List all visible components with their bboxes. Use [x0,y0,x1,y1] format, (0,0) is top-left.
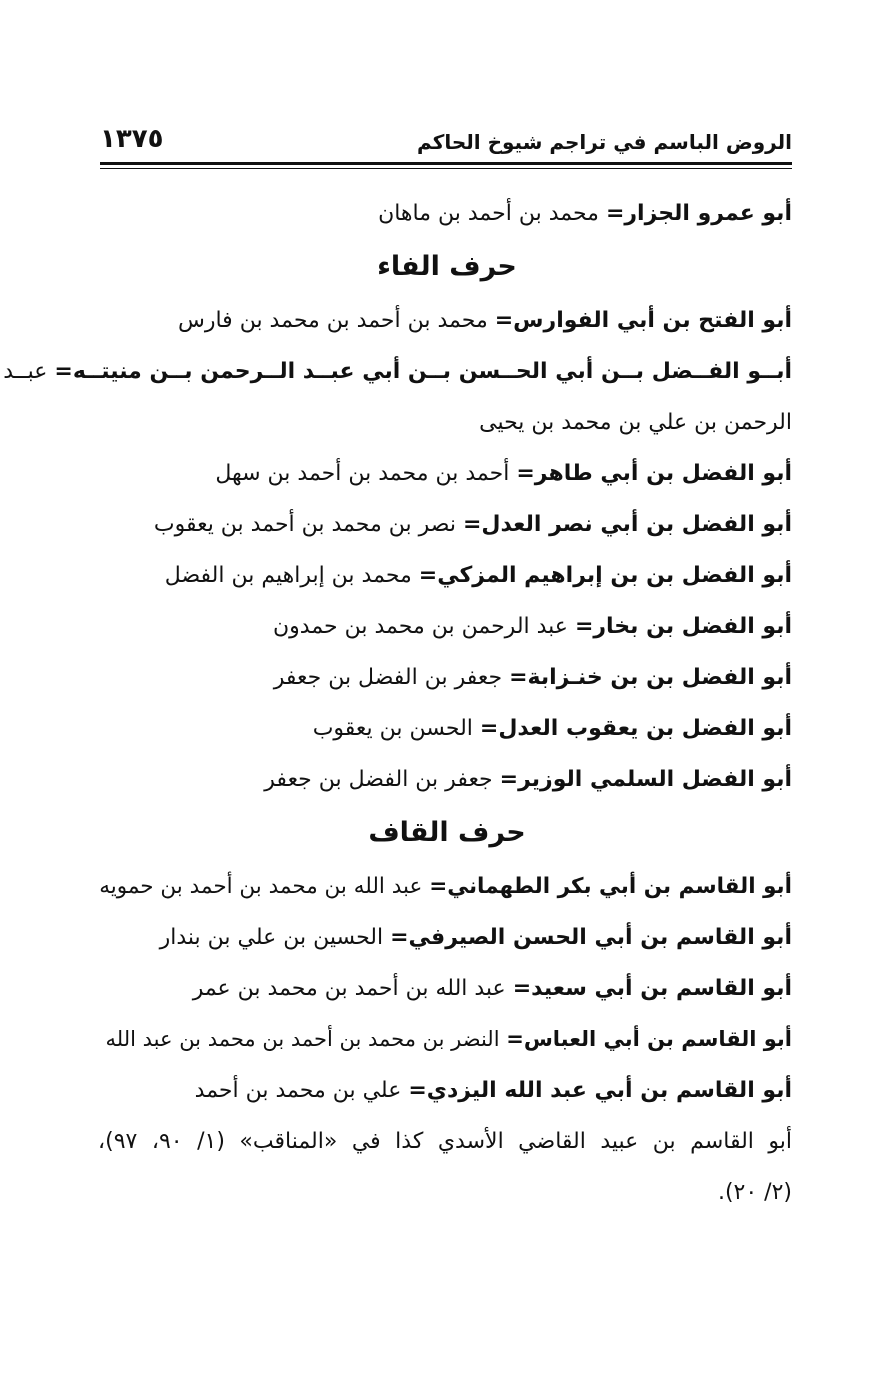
index-entry [98,397,792,448]
entry-kunya: أبو الفضل بن أبي نصر العدل= [462,512,792,537]
entry-name: أبو القاسم بن عبيد القاضي الأسدي كذا في «المناقب» (١/ ٩٠، ٩٧)، [98,1129,792,1154]
entry-name: النضر بن محمد بن أحمد بن محمد بن عبد الله [105,1027,507,1051]
entry-name: محمد بن أحمد بن محمد بن فارس [178,308,495,333]
entry-name: محمد بن إبراهيم بن الفضل [164,563,419,588]
index-entry [98,188,792,239]
index-entry [98,703,792,754]
header-rule-thin [100,168,792,169]
entry-name: نصر بن محمد بن أحمد بن يعقوب [153,512,463,537]
entry-kunya: أبــو الفــضل بــن أبي الحــسن بــن أبي عبــد الــرحمن بــن منيتــه= [54,359,792,384]
entry-kunya: أبو القاسم بن أبي بكر الطهماني= [429,874,792,899]
page-body [3,188,792,1218]
index-entry [98,1167,792,1218]
page-number: ١٣٧٥ [100,124,164,154]
section-heading: حرف القاف [368,817,526,848]
index-entry [98,1116,792,1167]
entry-name: الحسن بن يعقوب [312,716,480,741]
index-entry [98,754,792,805]
index-entry [3,346,792,397]
entry-kunya: أبو الفضل بن بن خنـزابة= [509,665,792,690]
entry-name: جعفر بن الفضل بن جعفر [264,767,500,792]
entry-kunya: أبو القاسم بن أبي الحسن الصيرفي= [390,925,792,950]
index-entry [98,295,792,346]
entry-name: أحمد بن محمد بن أحمد بن سهل [215,461,517,486]
header-rule-thick [100,162,792,165]
entry-name: علي بن محمد بن أحمد [194,1078,409,1103]
index-entry [98,912,792,963]
index-entry [98,499,792,550]
entry-kunya: أبو الفضل السلمي الوزير= [499,767,792,792]
entry-name: الحسين بن علي بن بندار [159,925,391,950]
entry-kunya: أبو الفضل بن بخار= [574,614,792,639]
entry-kunya: أبو الفضل بن أبي طاهر= [516,461,792,486]
entry-kunya: أبو القاسم بن أبي العباس= [506,1027,792,1051]
entry-name: عبد الرحمن بن محمد بن حمدون [273,614,575,639]
index-entry [98,448,792,499]
index-entry [98,601,792,652]
entry-name: (٢/ ٢٠). [717,1180,792,1205]
entry-kunya: أبو عمرو الجزار= [605,201,792,226]
index-entry [98,652,792,703]
entry-kunya: أبو الفتح بن أبي الفوارس= [494,308,792,333]
entry-kunya: أبو الفضل بن بن إبراهيم المزكي= [418,563,792,588]
page-header [100,120,792,160]
entry-name: عبــد [3,359,55,384]
entry-kunya: أبو القاسم بن أبي عبد الله اليزدي= [408,1078,792,1103]
entry-name: جعفر بن الفضل بن جعفر [273,665,510,690]
entry-name: عبد الله بن محمد بن أحمد بن حمويه [99,874,430,899]
index-entry [98,550,792,601]
entry-name: محمد بن أحمد بن ماهان [378,201,606,226]
running-title: الروض الباسم في تراجم شيوخ الحاكم [417,130,792,154]
entry-name: عبد الله بن أحمد بن محمد بن عمر [192,976,513,1001]
index-entry [98,1065,792,1116]
entry-kunya: أبو الفضل بن يعقوب العدل= [479,716,792,741]
entry-kunya: أبو القاسم بن أبي سعيد= [512,976,792,1001]
entry-name: الرحمن بن علي بن محمد بن يحيى [479,410,792,435]
index-entry [98,861,792,912]
section-heading: حرف الفاء [377,251,517,282]
index-entry [98,963,792,1014]
index-entry [98,1014,792,1065]
